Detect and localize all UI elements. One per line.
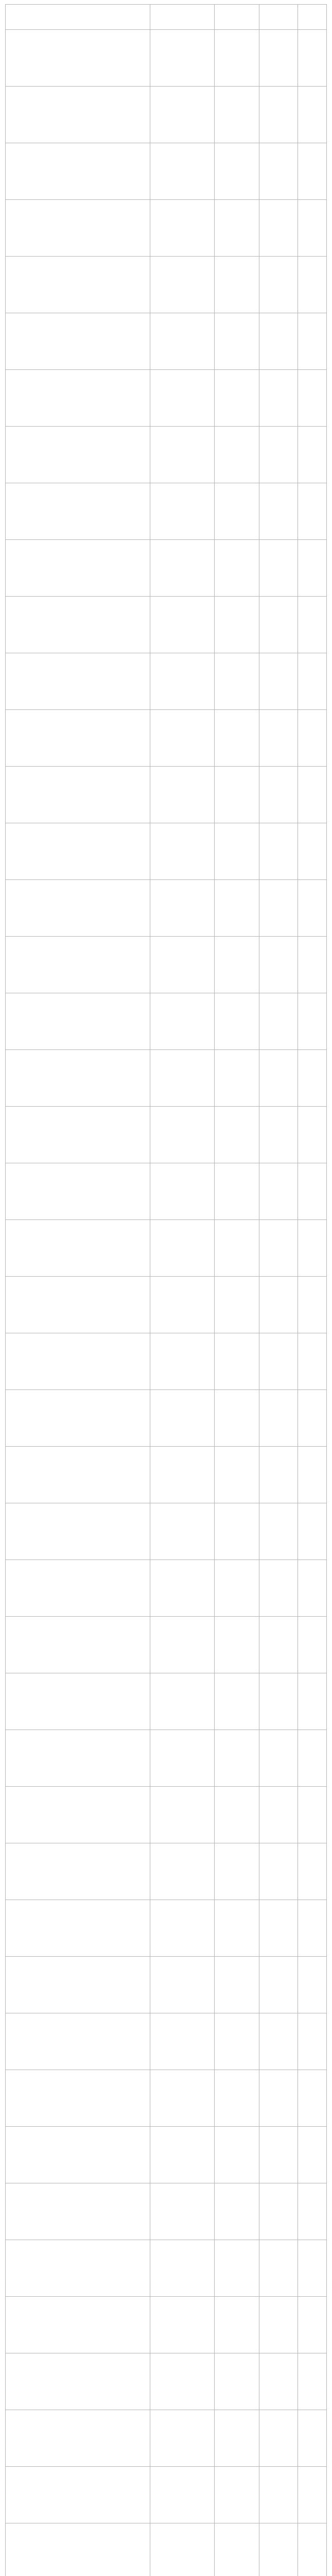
table-cell xyxy=(6,257,150,313)
table-cell xyxy=(298,2410,326,2467)
table-cell xyxy=(214,710,259,767)
table-cell xyxy=(150,937,214,993)
table-row xyxy=(6,2523,327,2576)
table-cell xyxy=(214,1673,259,1730)
table-cell xyxy=(150,2353,214,2410)
table-cell xyxy=(214,1390,259,1447)
table-cell xyxy=(6,483,150,540)
table-cell xyxy=(6,710,150,767)
table-cell xyxy=(298,2127,326,2183)
table-row xyxy=(6,2353,327,2410)
table-row xyxy=(6,1333,327,1390)
table-cell xyxy=(259,1447,298,1503)
table-cell xyxy=(6,880,150,937)
table-cell xyxy=(214,1560,259,1617)
table-cell xyxy=(150,1503,214,1560)
table-cell xyxy=(150,540,214,597)
table-row xyxy=(6,880,327,937)
table-cell xyxy=(214,1107,259,1163)
table-cell xyxy=(298,880,326,937)
table-cell xyxy=(259,483,298,540)
table-row xyxy=(6,1560,327,1617)
table-cell xyxy=(259,313,298,370)
table-cell xyxy=(214,1617,259,1673)
table-cell xyxy=(6,1957,150,2013)
table-cell xyxy=(259,370,298,427)
table-cell xyxy=(214,2353,259,2410)
table-row xyxy=(6,87,327,143)
table-cell xyxy=(214,2127,259,2183)
table-cell xyxy=(259,1900,298,1957)
table-cell xyxy=(259,1843,298,1900)
table-row xyxy=(6,653,327,710)
table-row xyxy=(6,1957,327,2013)
table-cell xyxy=(259,2410,298,2467)
table-cell xyxy=(6,1277,150,1333)
table-row xyxy=(6,1050,327,1107)
table-cell xyxy=(150,313,214,370)
table-cell xyxy=(298,1787,326,1843)
table-row xyxy=(6,427,327,483)
table-cell xyxy=(298,483,326,540)
table-row xyxy=(6,1277,327,1333)
table-cell xyxy=(150,1390,214,1447)
table-cell xyxy=(6,1503,150,1560)
table-cell xyxy=(298,1617,326,1673)
table-cell xyxy=(150,483,214,540)
table-cell xyxy=(214,1503,259,1560)
table-cell xyxy=(150,1447,214,1503)
table-cell xyxy=(214,483,259,540)
table-cell xyxy=(6,1447,150,1503)
table-cell xyxy=(150,1957,214,2013)
table-cell xyxy=(150,710,214,767)
table-cell xyxy=(298,2183,326,2240)
table-cell xyxy=(214,880,259,937)
table-cell xyxy=(259,710,298,767)
table-row xyxy=(6,597,327,653)
table-cell xyxy=(6,2070,150,2127)
table-cell xyxy=(150,1787,214,1843)
table-cell xyxy=(259,597,298,653)
table-cell xyxy=(259,2353,298,2410)
table-row xyxy=(6,1163,327,1220)
table-cell xyxy=(214,2297,259,2353)
table-cell xyxy=(6,1673,150,1730)
table-cell xyxy=(298,2467,326,2523)
table-row xyxy=(6,993,327,1050)
table-row xyxy=(6,1673,327,1730)
table-cell xyxy=(259,2467,298,2523)
table-cell xyxy=(150,257,214,313)
table-cell xyxy=(150,2240,214,2297)
table-cell xyxy=(150,1560,214,1617)
header-cell xyxy=(150,5,214,30)
table-row xyxy=(6,313,327,370)
table-cell xyxy=(259,87,298,143)
table-cell xyxy=(150,1050,214,1107)
table-cell xyxy=(6,2297,150,2353)
table-cell xyxy=(259,1050,298,1107)
table-cell xyxy=(214,313,259,370)
table-cell xyxy=(214,540,259,597)
table-cell xyxy=(6,200,150,257)
table-cell xyxy=(6,1730,150,1787)
table-cell xyxy=(6,823,150,880)
table-cell xyxy=(298,823,326,880)
table-cell xyxy=(6,1333,150,1390)
table-cell xyxy=(259,1333,298,1390)
table-cell xyxy=(150,767,214,823)
table-cell xyxy=(298,1220,326,1277)
table-row xyxy=(6,2183,327,2240)
table-cell xyxy=(214,823,259,880)
table-cell xyxy=(214,1333,259,1390)
table-cell xyxy=(150,1673,214,1730)
table-cell xyxy=(6,1787,150,1843)
table-cell xyxy=(214,2183,259,2240)
table-cell xyxy=(298,767,326,823)
table-cell xyxy=(259,2297,298,2353)
table-cell xyxy=(259,2523,298,2576)
table-body xyxy=(6,30,327,2576)
table-row xyxy=(6,370,327,427)
table-cell xyxy=(298,2353,326,2410)
table-cell xyxy=(6,540,150,597)
table-cell xyxy=(214,30,259,87)
table-cell xyxy=(214,2467,259,2523)
table-cell xyxy=(298,653,326,710)
table-cell xyxy=(298,1277,326,1333)
table-cell xyxy=(298,1503,326,1560)
table-cell xyxy=(150,880,214,937)
table-cell xyxy=(298,2523,326,2576)
table-cell xyxy=(6,2013,150,2070)
table-cell xyxy=(298,1390,326,1447)
table-cell xyxy=(6,1220,150,1277)
table-cell xyxy=(298,2297,326,2353)
table-cell xyxy=(214,2410,259,2467)
table-cell xyxy=(214,1843,259,1900)
table-cell xyxy=(6,2240,150,2297)
table-row xyxy=(6,2297,327,2353)
table-row xyxy=(6,2127,327,2183)
table-row xyxy=(6,2467,327,2523)
table-row xyxy=(6,1787,327,1843)
table-cell xyxy=(214,767,259,823)
table-cell xyxy=(214,1447,259,1503)
table-row xyxy=(6,767,327,823)
table-row xyxy=(6,1503,327,1560)
table-cell xyxy=(6,1163,150,1220)
table-cell xyxy=(259,2183,298,2240)
table-cell xyxy=(6,313,150,370)
table-row xyxy=(6,823,327,880)
table-cell xyxy=(214,993,259,1050)
table-row xyxy=(6,30,327,87)
table-cell xyxy=(150,200,214,257)
table-cell xyxy=(6,2467,150,2523)
table-cell xyxy=(298,1843,326,1900)
table-cell xyxy=(6,1900,150,1957)
table-cell xyxy=(259,880,298,937)
table-cell xyxy=(298,1730,326,1787)
table-cell xyxy=(214,1277,259,1333)
table-cell xyxy=(6,370,150,427)
table-cell xyxy=(150,1333,214,1390)
table-cell xyxy=(150,2183,214,2240)
table-cell xyxy=(150,2127,214,2183)
table-cell xyxy=(150,1900,214,1957)
table-cell xyxy=(150,87,214,143)
table-cell xyxy=(214,257,259,313)
table-cell xyxy=(298,427,326,483)
table-cell xyxy=(214,427,259,483)
table-cell xyxy=(150,30,214,87)
table-cell xyxy=(6,937,150,993)
table-row xyxy=(6,200,327,257)
table-cell xyxy=(150,1277,214,1333)
table-cell xyxy=(214,143,259,200)
table-cell xyxy=(298,1957,326,2013)
table-row xyxy=(6,1900,327,1957)
table-cell xyxy=(298,87,326,143)
table-cell xyxy=(259,2240,298,2297)
table-cell xyxy=(6,993,150,1050)
table-cell xyxy=(259,200,298,257)
table-cell xyxy=(6,1050,150,1107)
table-row xyxy=(6,2410,327,2467)
table-cell xyxy=(259,143,298,200)
table-cell xyxy=(298,1333,326,1390)
table-cell xyxy=(214,1787,259,1843)
table-cell xyxy=(298,257,326,313)
table-row xyxy=(6,2070,327,2127)
table-row xyxy=(6,1447,327,1503)
table-cell xyxy=(298,2070,326,2127)
table-cell xyxy=(298,143,326,200)
table-cell xyxy=(150,2467,214,2523)
table-cell xyxy=(298,1107,326,1163)
table-cell xyxy=(150,1163,214,1220)
header-cell xyxy=(214,5,259,30)
table-cell xyxy=(150,2410,214,2467)
table-cell xyxy=(298,2013,326,2070)
table-cell xyxy=(214,87,259,143)
table-row xyxy=(6,1220,327,1277)
table-cell xyxy=(259,767,298,823)
table-row xyxy=(6,143,327,200)
table-cell xyxy=(150,1220,214,1277)
table-cell xyxy=(298,1673,326,1730)
table-cell xyxy=(6,767,150,823)
table-cell xyxy=(6,427,150,483)
table-cell xyxy=(214,2523,259,2576)
table-cell xyxy=(259,1673,298,1730)
table-cell xyxy=(259,2127,298,2183)
table-row xyxy=(6,1843,327,1900)
table-row xyxy=(6,710,327,767)
table-row xyxy=(6,2240,327,2297)
table-cell xyxy=(259,1730,298,1787)
table-cell xyxy=(259,257,298,313)
table-cell xyxy=(298,2240,326,2297)
table-cell xyxy=(214,1957,259,2013)
header-cell xyxy=(298,5,326,30)
table-row xyxy=(6,1617,327,1673)
table-cell xyxy=(259,1787,298,1843)
table-row xyxy=(6,483,327,540)
table-cell xyxy=(6,597,150,653)
table-cell xyxy=(150,143,214,200)
table-cell xyxy=(298,1050,326,1107)
table-cell xyxy=(259,2013,298,2070)
table-cell xyxy=(214,1050,259,1107)
table-cell xyxy=(214,2070,259,2127)
table-cell xyxy=(150,653,214,710)
table-cell xyxy=(298,1560,326,1617)
table-cell xyxy=(6,2353,150,2410)
table-cell xyxy=(259,1220,298,1277)
table-cell xyxy=(259,993,298,1050)
table-cell xyxy=(6,1560,150,1617)
table-cell xyxy=(6,1843,150,1900)
table-cell xyxy=(298,1447,326,1503)
table-row xyxy=(6,257,327,313)
table-cell xyxy=(214,937,259,993)
table-cell xyxy=(259,30,298,87)
table-cell xyxy=(150,370,214,427)
table-cell xyxy=(298,370,326,427)
table-cell xyxy=(259,1390,298,1447)
table-cell xyxy=(259,1163,298,1220)
table-cell xyxy=(259,427,298,483)
table-cell xyxy=(150,2013,214,2070)
table-cell xyxy=(150,2070,214,2127)
table-cell xyxy=(6,87,150,143)
table-cell xyxy=(150,1843,214,1900)
table-cell xyxy=(298,1900,326,1957)
table-cell xyxy=(150,1617,214,1673)
table-cell xyxy=(214,2013,259,2070)
table-cell xyxy=(150,597,214,653)
header-row xyxy=(6,5,327,30)
table-row xyxy=(6,1107,327,1163)
table-cell xyxy=(259,1503,298,1560)
table-cell xyxy=(150,2297,214,2353)
table-cell xyxy=(6,143,150,200)
table-cell xyxy=(214,370,259,427)
table-cell xyxy=(298,313,326,370)
table-cell xyxy=(259,653,298,710)
table-cell xyxy=(259,2070,298,2127)
table-cell xyxy=(214,1900,259,1957)
table-cell xyxy=(259,540,298,597)
university-table xyxy=(5,4,327,2576)
table-cell xyxy=(6,2183,150,2240)
table-cell xyxy=(6,1107,150,1163)
table-cell xyxy=(298,30,326,87)
table-cell xyxy=(298,200,326,257)
table-cell xyxy=(298,1163,326,1220)
table-cell xyxy=(6,2410,150,2467)
table-cell xyxy=(214,1730,259,1787)
table-cell xyxy=(259,1617,298,1673)
table-cell xyxy=(259,1277,298,1333)
table-cell xyxy=(6,653,150,710)
table-cell xyxy=(259,1957,298,2013)
table-cell xyxy=(259,1560,298,1617)
table-row xyxy=(6,540,327,597)
table-cell xyxy=(259,937,298,993)
table-cell xyxy=(298,597,326,653)
table-cell xyxy=(6,1390,150,1447)
table-cell xyxy=(150,1730,214,1787)
table-cell xyxy=(150,427,214,483)
table-row xyxy=(6,937,327,993)
table-cell xyxy=(150,993,214,1050)
table-cell xyxy=(150,1107,214,1163)
table-cell xyxy=(214,2240,259,2297)
table-cell xyxy=(298,540,326,597)
table-cell xyxy=(214,653,259,710)
table-cell xyxy=(298,993,326,1050)
header-cell xyxy=(6,5,150,30)
table-cell xyxy=(214,597,259,653)
table-cell xyxy=(6,30,150,87)
table-row xyxy=(6,1390,327,1447)
table-cell xyxy=(6,2523,150,2576)
table-cell xyxy=(214,1163,259,1220)
table-cell xyxy=(298,937,326,993)
table-cell xyxy=(150,2523,214,2576)
table-cell xyxy=(214,1220,259,1277)
table-cell xyxy=(214,200,259,257)
header-cell xyxy=(259,5,298,30)
table-row xyxy=(6,1730,327,1787)
table-cell xyxy=(150,823,214,880)
table-row xyxy=(6,2013,327,2070)
table-cell xyxy=(6,2127,150,2183)
table-cell xyxy=(259,1107,298,1163)
table-cell xyxy=(6,1617,150,1673)
table-cell xyxy=(259,823,298,880)
table-cell xyxy=(298,710,326,767)
